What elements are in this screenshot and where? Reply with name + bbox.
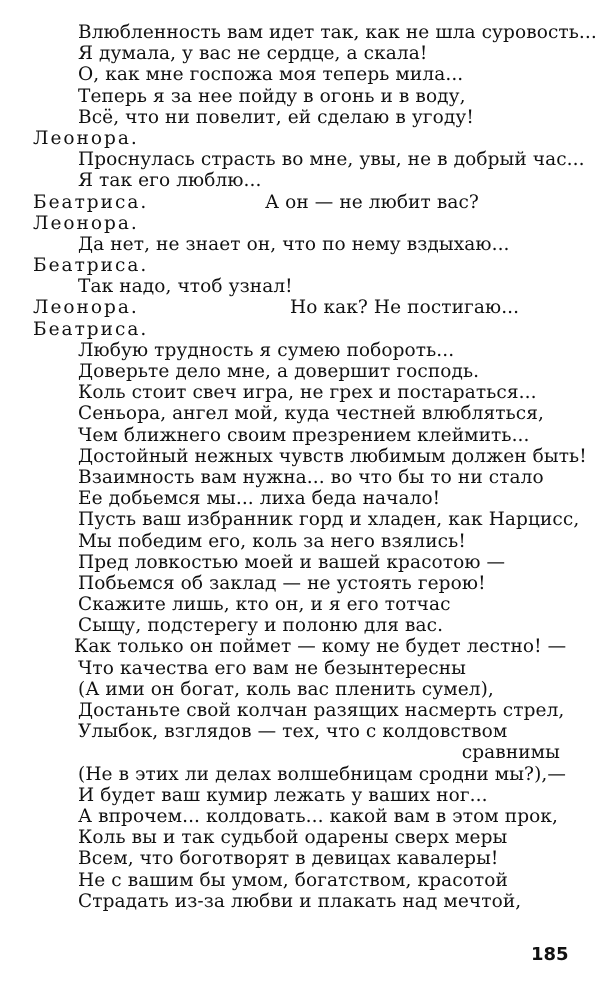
- verse-line: Я так его люблю...: [78, 170, 262, 192]
- verse-line: Влюбленность вам идет так, как не шла суровость...: [78, 22, 597, 43]
- verse-line: Чем ближнего своим презрением клеймить...: [78, 424, 530, 446]
- verse-line: Коль стоит свеч игра, не грех и постараться...: [78, 382, 537, 404]
- speaker-leonora: Леонора.: [33, 297, 139, 319]
- verse-line: (А ими он богат, коль вас пленить сумел),: [78, 678, 494, 700]
- speaker-line-leonora: [0, 297, 600, 318]
- speaker-beatrisa: Беатриса.: [33, 255, 149, 277]
- verse-line: Всем, что боготворят в девицах кавалеры!: [78, 848, 499, 870]
- verse-line: Так надо, чтоб узнал!: [78, 276, 293, 298]
- verse-line: Сыщу, подстерегу и полоню для вас.: [78, 615, 444, 637]
- verse-line: Достойный нежных чувств любимым должен быть!: [78, 445, 587, 467]
- verse-line: (Не в этих ли делах волшебницам сродни мы?),—: [78, 763, 566, 785]
- verse-line: Как только он поймет — кому не будет лестно! —: [74, 636, 567, 658]
- verse-reply: Но как? Не постигаю...: [290, 297, 520, 319]
- verse-line: О, как мне госпожа моя теперь мила...: [78, 64, 464, 86]
- verse-line: Да нет, не знает он, что по нему вздыхаю...: [78, 233, 510, 255]
- verse-wrap-continuation: сравнимы: [461, 742, 560, 764]
- verse-line: Ее добьемся мы... лиха беда начало!: [78, 488, 441, 510]
- verse-line: Что качества его вам не безынтересны: [78, 657, 466, 679]
- verse-line: Мы победим его, коль за него взялись!: [78, 530, 466, 552]
- verse-line: Пусть ваш избранник горд и хладен, как Нарцисс,: [78, 509, 580, 531]
- speaker-leonora: Леонора.: [33, 212, 139, 234]
- verse-line: Страдать из-за любви и плакать над мечтой,: [78, 890, 522, 912]
- speaker-beatrisa: Беатриса.: [33, 318, 149, 340]
- verse-line: Улыбок, взглядов — тех, что с колдовством: [78, 721, 508, 743]
- verse-line: Доверьте дело мне, а довершит господь.: [78, 361, 480, 382]
- verse-line: Побьемся об заклад — не устоять герою!: [78, 572, 486, 594]
- verse-line: Сеньора, ангел мой, куда честней влюбляться,: [78, 403, 544, 425]
- verse-line: И будет ваш кумир лежать у ваших ног...: [78, 784, 488, 806]
- verse-line: Я думала, у вас не сердце, а скала!: [78, 43, 428, 65]
- verse-line: Достаньте свой колчан разящих насмерть стрел,: [78, 700, 565, 721]
- poem-page: [0, 22, 600, 912]
- verse-line: А впрочем... колдовать... какой вам в этом прок,: [78, 805, 559, 827]
- speaker-beatrisa: Беатриса.: [33, 191, 149, 213]
- verse-line: Любую трудность я сумею побороть...: [78, 339, 455, 361]
- verse-reply: А он — не любит вас?: [265, 191, 479, 213]
- verse-line: Взаимность вам нужна... во что бы то ни стало: [78, 466, 544, 488]
- verse-line: Всё, что ни повелит, ей сделаю в угоду!: [78, 106, 474, 128]
- verse-line: Пред ловкостью моей и вашей красотою —: [78, 551, 506, 573]
- speaker-leonora: Леонора.: [33, 127, 139, 149]
- verse-line: Теперь я за нее пойду в огонь и в воду,: [78, 85, 466, 107]
- verse-line: Не с вашим бы умом, богатством, красотой: [78, 869, 508, 891]
- verse-line: Скажите лишь, кто он, и я его тотчас: [78, 594, 451, 616]
- verse-line: Проснулась страсть во мне, увы, не в добрый час...: [78, 149, 585, 171]
- verse-line: Коль вы и так судьбой одарены сверх меры: [78, 827, 508, 849]
- page-number: 185: [531, 944, 569, 965]
- speaker-line-beatrisa: [0, 192, 600, 213]
